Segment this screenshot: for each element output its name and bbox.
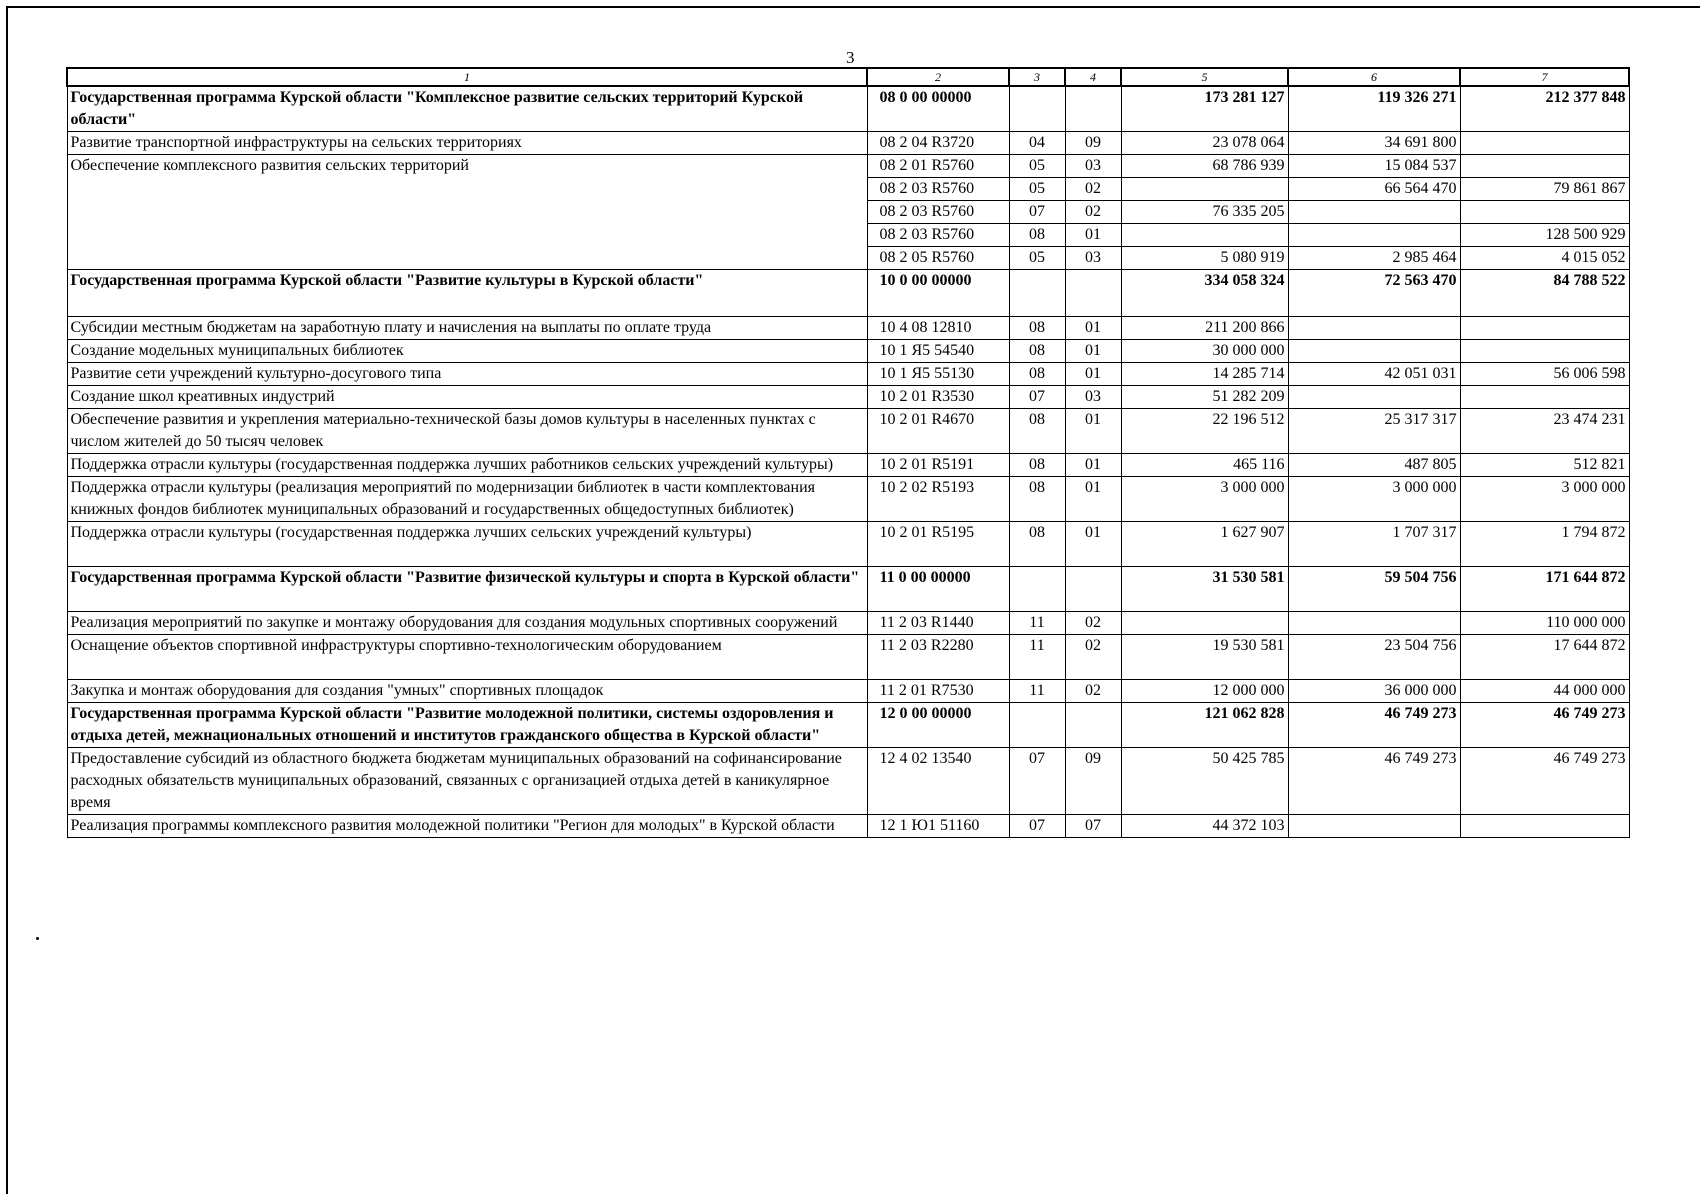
header-col-6: 6 (1288, 68, 1460, 86)
row-name: Оснащение объектов спортивной инфраструктуры спортивно-технологическим оборудованием (67, 635, 867, 680)
row-section: 07 (1009, 201, 1065, 224)
row-name: Поддержка отрасли культуры (государственная поддержка лучших сельских учреждений культуры) (67, 522, 867, 567)
row-name: Поддержка отрасли культуры (реализация мероприятий по модернизации библиотек в части комплектования книжных фондов библиотек муниципальных образований и государственных общедоступных библиотек) (67, 477, 867, 522)
row-section: 08 (1009, 340, 1065, 363)
row-value-1 (1121, 224, 1288, 247)
row-value-2: 34 691 800 (1288, 132, 1460, 155)
row-name: Развитие сети учреждений культурно-досугового типа (67, 363, 867, 386)
row-subsection: 01 (1065, 454, 1121, 477)
row-value-2 (1288, 612, 1460, 635)
row-value-3: 1 794 872 (1460, 522, 1629, 567)
row-value-1: 5 080 919 (1121, 247, 1288, 270)
row-value-3: 23 474 231 (1460, 409, 1629, 454)
row-section: 07 (1009, 386, 1065, 409)
row-section: 07 (1009, 815, 1065, 838)
row-subsection: 01 (1065, 363, 1121, 386)
row-code: 08 2 03 R5760 (867, 224, 1009, 247)
page-number: 3 (846, 48, 855, 67)
row-value-2: 2 985 464 (1288, 247, 1460, 270)
table-row (67, 409, 1629, 454)
row-name: Предоставление субсидий из областного бюджета бюджетам муниципальных образований на софинансирование расходных обязательств муниципальных образований, связанных с организацией отдыха детей в каникулярное время (67, 748, 867, 815)
table-row (67, 340, 1629, 363)
row-section: 11 (1009, 612, 1065, 635)
table-row (67, 815, 1629, 838)
row-code: 08 2 01 R5760 (867, 155, 1009, 178)
row-code: 12 4 02 13540 (867, 748, 1009, 815)
header-col-4: 4 (1065, 68, 1121, 86)
row-value-1: 31 530 581 (1121, 567, 1288, 612)
row-value-3: 212 377 848 (1460, 86, 1629, 132)
row-code: 10 2 01 R3530 (867, 386, 1009, 409)
row-section: 11 (1009, 635, 1065, 680)
row-name: Государственная программа Курской области "Комплексное развитие сельских территорий Курской области" (67, 86, 867, 132)
row-section: 11 (1009, 680, 1065, 703)
row-value-3: 4 015 052 (1460, 247, 1629, 270)
row-code: 12 1 Ю1 51160 (867, 815, 1009, 838)
row-section (1009, 270, 1065, 317)
row-value-1: 211 200 866 (1121, 317, 1288, 340)
row-code: 10 2 02 R5193 (867, 477, 1009, 522)
row-value-3: 56 006 598 (1460, 363, 1629, 386)
row-value-2: 119 326 271 (1288, 86, 1460, 132)
row-value-2: 36 000 000 (1288, 680, 1460, 703)
row-value-1: 14 285 714 (1121, 363, 1288, 386)
row-section: 04 (1009, 132, 1065, 155)
row-value-1 (1121, 612, 1288, 635)
table-row (67, 132, 1629, 155)
row-name: Обеспечение комплексного развития сельских территорий (67, 155, 867, 270)
row-value-2 (1288, 386, 1460, 409)
row-value-1: 23 078 064 (1121, 132, 1288, 155)
row-value-1: 1 627 907 (1121, 522, 1288, 567)
row-name: Обеспечение развития и укрепления материально-технической базы домов культуры в населенных пунктах с числом жителей до 50 тысяч человек (67, 409, 867, 454)
row-subsection: 01 (1065, 409, 1121, 454)
row-subsection (1065, 270, 1121, 317)
row-value-1: 68 786 939 (1121, 155, 1288, 178)
row-value-1: 173 281 127 (1121, 86, 1288, 132)
row-value-3: 128 500 929 (1460, 224, 1629, 247)
row-value-2: 15 084 537 (1288, 155, 1460, 178)
row-name: Развитие транспортной инфраструктуры на сельских территориях (67, 132, 867, 155)
table-row (67, 386, 1629, 409)
row-value-1: 76 335 205 (1121, 201, 1288, 224)
program-row (67, 270, 1629, 317)
row-code: 12 0 00 00000 (867, 703, 1009, 748)
row-value-1: 51 282 209 (1121, 386, 1288, 409)
row-section: 07 (1009, 748, 1065, 815)
row-section: 08 (1009, 454, 1065, 477)
row-name: Государственная программа Курской области "Развитие физической культуры и спорта в Курской области" (67, 567, 867, 612)
row-subsection: 07 (1065, 815, 1121, 838)
row-subsection (1065, 703, 1121, 748)
table-row (67, 748, 1629, 815)
row-value-3 (1460, 317, 1629, 340)
row-code: 08 0 00 00000 (867, 86, 1009, 132)
row-value-2: 46 749 273 (1288, 703, 1460, 748)
row-subsection: 02 (1065, 612, 1121, 635)
row-section: 08 (1009, 363, 1065, 386)
row-name: Поддержка отрасли культуры (государственная поддержка лучших работников сельских учреждений культуры) (67, 454, 867, 477)
row-value-2: 487 805 (1288, 454, 1460, 477)
row-value-1: 30 000 000 (1121, 340, 1288, 363)
program-row (67, 703, 1629, 748)
row-section (1009, 567, 1065, 612)
row-section (1009, 86, 1065, 132)
row-code: 10 2 01 R4670 (867, 409, 1009, 454)
header-col-3: 3 (1009, 68, 1065, 86)
row-value-3 (1460, 155, 1629, 178)
header-col-5: 5 (1121, 68, 1288, 86)
row-value-3: 79 861 867 (1460, 178, 1629, 201)
row-code: 08 2 03 R5760 (867, 201, 1009, 224)
row-code: 08 2 05 R5760 (867, 247, 1009, 270)
row-subsection (1065, 567, 1121, 612)
row-code: 08 2 03 R5760 (867, 178, 1009, 201)
row-value-3: 17 644 872 (1460, 635, 1629, 680)
row-value-3: 46 749 273 (1460, 703, 1629, 748)
row-value-2: 1 707 317 (1288, 522, 1460, 567)
row-subsection: 02 (1065, 178, 1121, 201)
table-row (67, 477, 1629, 522)
row-name: Реализация программы комплексного развития молодежной политики "Регион для молодых" в Курской области (67, 815, 867, 838)
row-value-2 (1288, 317, 1460, 340)
program-row (67, 567, 1629, 612)
row-code: 10 2 01 R5191 (867, 454, 1009, 477)
row-value-3 (1460, 340, 1629, 363)
row-section: 08 (1009, 224, 1065, 247)
table-row (67, 522, 1629, 567)
row-value-2 (1288, 815, 1460, 838)
row-value-1: 12 000 000 (1121, 680, 1288, 703)
row-value-3: 3 000 000 (1460, 477, 1629, 522)
row-value-2: 23 504 756 (1288, 635, 1460, 680)
row-value-3 (1460, 815, 1629, 838)
row-subsection: 01 (1065, 317, 1121, 340)
scan-speck (36, 937, 39, 940)
row-section: 08 (1009, 409, 1065, 454)
row-name: Создание школ креативных индустрий (67, 386, 867, 409)
row-section: 05 (1009, 247, 1065, 270)
table-row (67, 635, 1629, 680)
header-col-2: 2 (867, 68, 1009, 86)
row-section: 05 (1009, 155, 1065, 178)
row-code: 11 0 00 00000 (867, 567, 1009, 612)
row-value-2: 42 051 031 (1288, 363, 1460, 386)
row-value-1: 22 196 512 (1121, 409, 1288, 454)
row-value-1: 19 530 581 (1121, 635, 1288, 680)
row-value-2: 25 317 317 (1288, 409, 1460, 454)
row-subsection: 01 (1065, 477, 1121, 522)
table-row (67, 317, 1629, 340)
table-row (67, 680, 1629, 703)
row-value-2: 72 563 470 (1288, 270, 1460, 317)
row-subsection: 03 (1065, 247, 1121, 270)
row-section: 08 (1009, 477, 1065, 522)
row-subsection: 09 (1065, 748, 1121, 815)
row-code: 10 1 Я5 54540 (867, 340, 1009, 363)
header-col-1: 1 (67, 68, 867, 86)
row-value-3 (1460, 201, 1629, 224)
row-code: 11 2 03 R2280 (867, 635, 1009, 680)
row-value-2: 46 749 273 (1288, 748, 1460, 815)
row-subsection: 09 (1065, 132, 1121, 155)
row-code: 10 0 00 00000 (867, 270, 1009, 317)
row-value-2: 66 564 470 (1288, 178, 1460, 201)
row-value-2: 59 504 756 (1288, 567, 1460, 612)
row-subsection: 01 (1065, 224, 1121, 247)
row-subsection: 01 (1065, 340, 1121, 363)
row-section: 08 (1009, 522, 1065, 567)
row-value-3: 46 749 273 (1460, 748, 1629, 815)
table-row (67, 454, 1629, 477)
row-code: 10 1 Я5 55130 (867, 363, 1009, 386)
row-name: Создание модельных муниципальных библиотек (67, 340, 867, 363)
row-value-1: 44 372 103 (1121, 815, 1288, 838)
budget-table (66, 67, 1630, 838)
row-code: 10 2 01 R5195 (867, 522, 1009, 567)
row-value-1: 3 000 000 (1121, 477, 1288, 522)
table-row (67, 155, 1629, 178)
row-value-1: 334 058 324 (1121, 270, 1288, 317)
row-value-1: 465 116 (1121, 454, 1288, 477)
row-value-3 (1460, 386, 1629, 409)
row-value-3: 44 000 000 (1460, 680, 1629, 703)
row-name: Государственная программа Курской области "Развитие культуры в Курской области" (67, 270, 867, 317)
row-section (1009, 703, 1065, 748)
table-row (67, 363, 1629, 386)
row-section: 05 (1009, 178, 1065, 201)
header-col-7: 7 (1460, 68, 1629, 86)
row-section: 08 (1009, 317, 1065, 340)
row-subsection (1065, 86, 1121, 132)
row-subsection: 01 (1065, 522, 1121, 567)
row-value-1 (1121, 178, 1288, 201)
row-value-2: 3 000 000 (1288, 477, 1460, 522)
row-subsection: 02 (1065, 680, 1121, 703)
row-subsection: 02 (1065, 201, 1121, 224)
row-value-3: 84 788 522 (1460, 270, 1629, 317)
row-subsection: 03 (1065, 386, 1121, 409)
row-name: Реализация мероприятий по закупке и монтажу оборудования для создания модульных спортивных сооружений (67, 612, 867, 635)
row-value-1: 50 425 785 (1121, 748, 1288, 815)
program-row (67, 86, 1629, 132)
row-value-3: 110 000 000 (1460, 612, 1629, 635)
row-value-3: 512 821 (1460, 454, 1629, 477)
row-value-2 (1288, 201, 1460, 224)
row-subsection: 02 (1065, 635, 1121, 680)
row-name: Закупка и монтаж оборудования для создания "умных" спортивных площадок (67, 680, 867, 703)
row-code: 11 2 03 R1440 (867, 612, 1009, 635)
row-name: Субсидии местным бюджетам на заработную плату и начисления на выплаты по оплате труда (67, 317, 867, 340)
row-name: Государственная программа Курской области "Развитие молодежной политики, системы оздоровления и отдыха детей, межнациональных отношений и институтов гражданского общества в Курской области" (67, 703, 867, 748)
row-value-3 (1460, 132, 1629, 155)
row-value-1: 121 062 828 (1121, 703, 1288, 748)
table-row (67, 612, 1629, 635)
column-number-header-row (67, 68, 1629, 86)
row-code: 11 2 01 R7530 (867, 680, 1009, 703)
row-value-2 (1288, 224, 1460, 247)
row-value-2 (1288, 340, 1460, 363)
row-code: 08 2 04 R3720 (867, 132, 1009, 155)
row-code: 10 4 08 12810 (867, 317, 1009, 340)
row-subsection: 03 (1065, 155, 1121, 178)
row-value-3: 171 644 872 (1460, 567, 1629, 612)
